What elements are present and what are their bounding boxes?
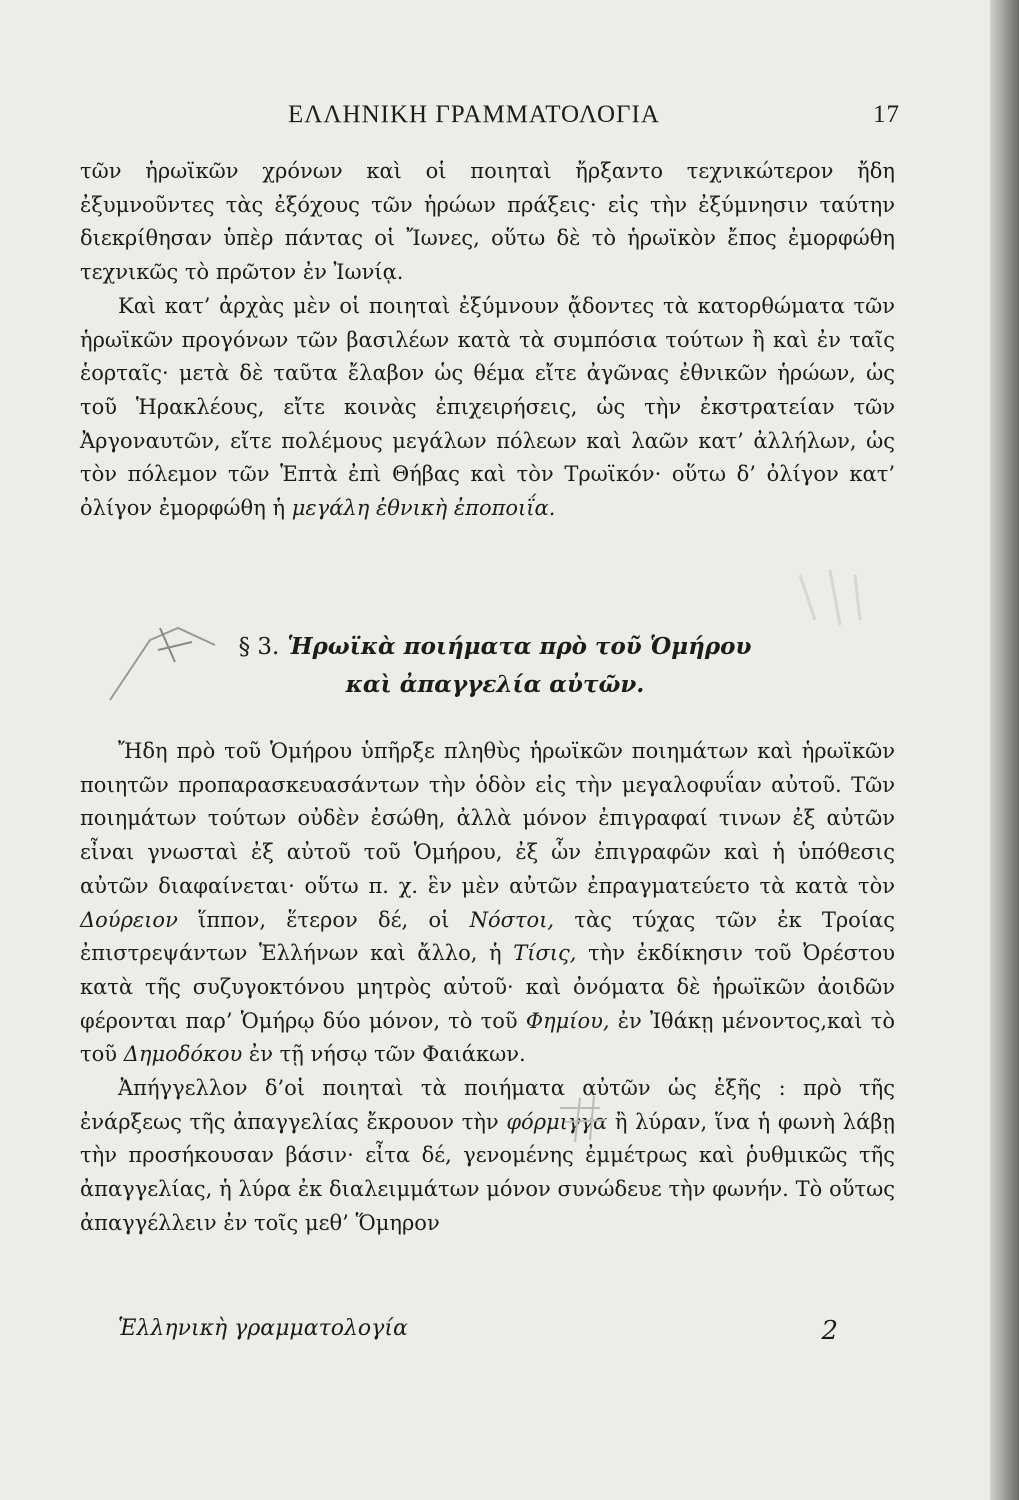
paragraph-text: Καὶ κατ’ ἀρχὰς μὲν οἱ ποιηταὶ ἐξύμνουν ᾄδοντες τὰ κατορθώματα τῶν ἡρωϊκῶν προγόνων τῶν βασιλέων κατὰ τὰ συμπόσια τούτων ἢ καὶ ἐν ταῖς ἑορταῖς· μετὰ δὲ ταῦτα ἔλαβον ὡς θέμα εἴτε ἀγῶνας ἐθνικῶν ἡρώων, ὡς τοῦ Ἡρακλέους, εἴτε κοινὰς ἐπιχειρήσεις, ὡς τὴν ἐκστρατείαν τῶν Ἀργοναυτῶν, εἴτε πολέμους μεγάλων πόλεων καὶ λαῶν κατ’ ἀλλήλων, ὡς τὸν πόλεμον τῶν Ἑπτὰ ἐπὶ Θήβας καὶ τὸν Τρωϊκόν· οὕτω δ’ ὀλίγον κατ’ ὀλίγον ἐμορφώθη ἡ [80,293,895,521]
paragraph [80,735,895,1072]
faded-mark-icon [800,570,860,625]
paragraph-text: τὴν ἐκδίκησιν τοῦ Ὀρέστου κατὰ τῆς συζυγοκτόνου μητρὸς αὐτοῦ· καὶ ὀνόματα δὲ ἡρωϊκῶν ἀοιδῶν φέρονται παρ’ Ὁμήρῳ δύο μόνον, τὸ τοῦ [80,941,895,1033]
paragraph-text: ἵππον, ἕτερον δέ, οἱ [198,907,450,932]
text-block-upper [80,155,895,526]
page-header [100,101,900,137]
italic-term: φόρμιγγα [506,1109,608,1134]
section-heading [0,628,990,704]
paragraph-text: τῶν ἡρωϊκῶν χρόνων καὶ οἱ ποιηταὶ ἤρξαντο τεχνικώτερον ἤδη ἐξυμνοῦντες τὰς ἐξόχους τῶν ἡρώων πράξεις· εἰς τὴν ἐξύμνησιν ταύτην διεκρίθησαν ὑπὲρ πάντας οἱ Ἴωνες, οὕτω δὲ τὸ ἡρωϊκὸν ἔπος ἐμορφώθη τεχνικῶς τὸ πρῶτον ἐν Ἰωνίᾳ. [80,159,895,285]
paragraph-text: ἐν τῇ νήσῳ τῶν Φαιάκων. [248,1042,526,1067]
section-title-line-1: Ἡρωϊκὰ ποιήματα πρὸ τοῦ Ὁμήρου [287,633,752,660]
footer-running-title: Ἑλληνικὴ γραμματολογία [118,1316,408,1341]
paragraph-text: ἢ λύραν, ἵνα ἡ φωνὴ λάβῃ τὴν προσήκουσαν βάσιν· εἶτα δέ, γενομένης ἐμμέτρως καὶ ῥυθμικῶς τῆς ἀπαγγελίας, ἡ λύρα ἐκ διαλειμμάτων μόνον συνώδευε τὴν φωνήν. Τὸ οὕτως ἀπαγγέλλειν ἐν τοῖς μεθ’ Ὅμηρον [80,1109,895,1235]
running-head-title: ΕΛΛΗΝΙΚΗ ΓΡΑΜΜΑΤΟΛΟΓΙΑ [288,101,660,128]
section-number: § 3. [238,634,280,660]
section-heading-line-1 [0,628,990,666]
page-number: 17 [873,101,900,128]
paragraph-text: Ἤδη πρὸ τοῦ Ὁμήρου ὑπῆρξε πληθὺς ἡρωϊκῶν ποιημάτων καὶ ἡρωϊκῶν ποιητῶν προπαρασκευασάντων τὴν ὁδὸν εἰς τὴν μεγαλοφυΐαν αὐτοῦ. Τῶν ποιημάτων τούτων οὐδὲν ἐσώθη, ἀλλὰ μόνον ἐπιγραφαί τινων ἐξ αὐτῶν εἶναι γνωσταὶ ἐξ αὐτοῦ τοῦ Ὁμήρου, ἐξ ὧν ἐπιγραφῶν καὶ ἡ ὑπόθεσις αὐτῶν διαφαίνεται· οὕτω π. χ. ἓν μὲν αὐτῶν ἐπραγματεύετο τὰ κατὰ τὸν [80,739,895,898]
signature-mark: 2 [821,1316,838,1346]
paragraph [80,1072,895,1241]
paragraph [80,155,895,290]
italic-term: Φημίου, [525,1008,610,1033]
italic-term: Δημοδόκου [123,1042,243,1067]
paragraph-text: τὰς τύχας τῶν ἐκ Τροίας ἐπιστρεψάντων Ἑλλήνων καὶ ἄλλο, ἡ [80,907,895,966]
paragraph [80,290,895,526]
section-title-line-2: καὶ ἀπαγγελία αὐτῶν. [345,671,645,698]
paragraph-text: ἐν Ἰθάκῃ μένοντος,καὶ τὸ τοῦ [80,1008,896,1067]
italic-phrase: μεγάλη ἐθνικὴ ἐποποιΐα. [291,496,556,521]
paragraph-text: Ἀπήγγελλον δ’οἱ ποιηταὶ τὰ ποιήματα αὐτῶν ὡς ἑξῆς : πρὸ τῆς ἐνάρξεως τῆς ἀπαγγελίας ἔκρουον τὴν [80,1076,895,1134]
page-footer [118,1316,838,1350]
italic-term: Τίσις, [513,941,577,966]
text-block-lower [80,735,895,1241]
italic-term: Δούρειον [80,907,178,932]
page-edge [990,0,1019,1500]
italic-term: Νόστοι, [469,907,555,932]
